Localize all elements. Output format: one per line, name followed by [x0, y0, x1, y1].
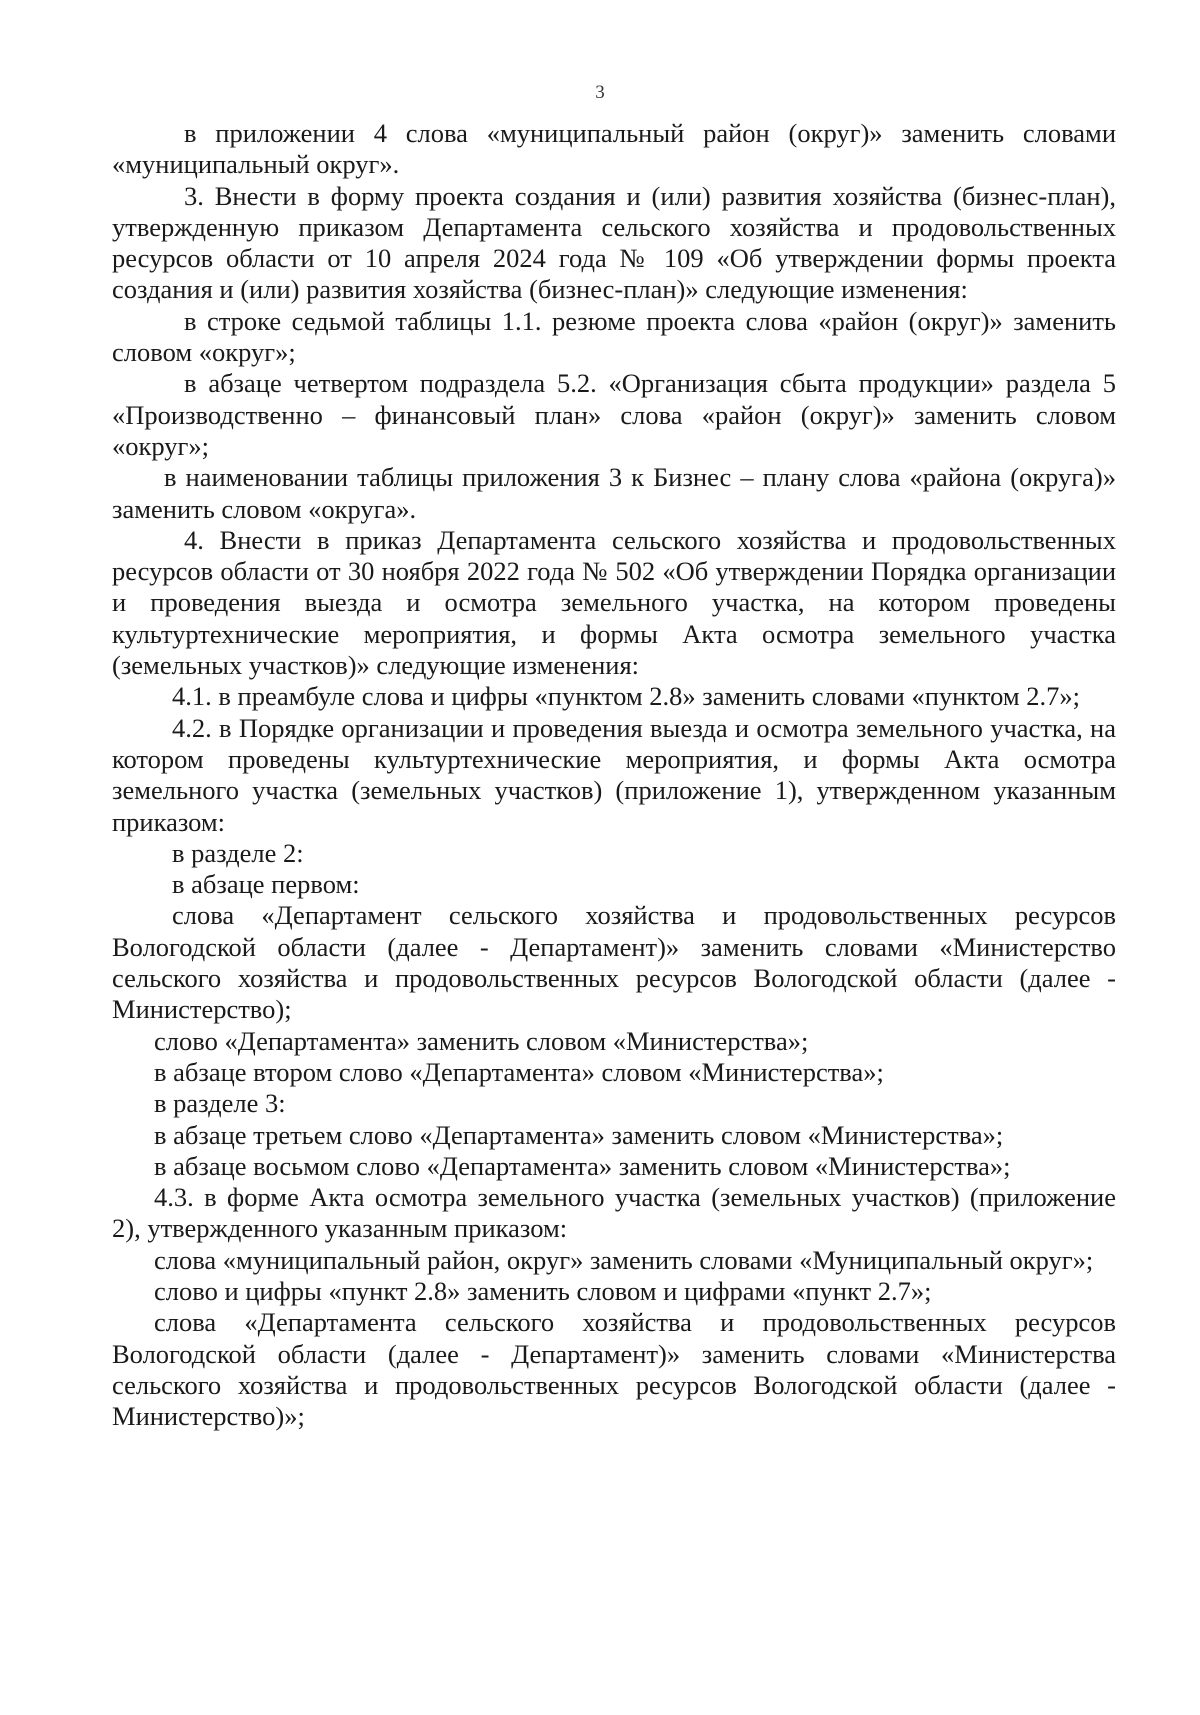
document-body	[112, 118, 1116, 1432]
paragraph: 4.1. в преамбуле слова и цифры «пунктом 2.8» заменить словами «пунктом 2.7»;	[172, 681, 1080, 712]
paragraph: в абзаце первом:	[172, 869, 360, 900]
paragraph: 4.3. в форме Акта осмотра земельного участка (земельных участков) (приложение 2), утвержденного указанным приказом:	[112, 1182, 1116, 1244]
paragraph: слово «Департамента» заменить словом «Министерства»;	[154, 1025, 809, 1056]
paragraph: слова «Департамент сельского хозяйства и продовольственных ресурсов Вологодской области (далее - Департамент)» заменить словами «Министерство сельского хозяйства и продовольственных ресурсов Вологодской области (далее - Министерство);	[112, 900, 1116, 1025]
paragraph: слово и цифры «пункт 2.8» заменить словом и цифрами «пункт 2.7»;	[154, 1275, 932, 1306]
paragraph: в разделе 2:	[172, 837, 304, 868]
paragraph: слова «Департамента сельского хозяйства и продовольственных ресурсов Вологодской области (далее - Департамент)» заменить словами «Министерства сельского хозяйства и продовольственных ресурсов Вологодской области (далее - Министерство)»;	[112, 1307, 1116, 1432]
paragraph: в абзаце восьмом слово «Департамента» заменить словом «Министерства»;	[154, 1150, 1011, 1181]
paragraph: в абзаце втором слово «Департамента» словом «Министерства»;	[154, 1056, 884, 1087]
paragraph: в приложении 4 слова «муниципальный район (округ)» заменить словами «муниципальный округ».	[112, 118, 1116, 180]
paragraph: 3. Внести в форму проекта создания и (или) развития хозяйства (бизнес-план), утвержденную приказом Департамента сельского хозяйства и продовольственных ресурсов области от 10 апреля 2024 года № 109 «Об утверждении формы проекта создания и (или) развития хозяйства (бизнес-план)» следующие изменения:	[112, 180, 1116, 305]
paragraph: в абзаце третьем слово «Департамента» заменить словом «Министерства»;	[154, 1119, 1004, 1150]
paragraph: в наименовании таблицы приложения 3 к Бизнес – плану слова «района (округа)» заменить словом «округа».	[112, 462, 1116, 524]
paragraph: 4.2. в Порядке организации и проведения выезда и осмотра земельного участка, на котором проведены культуртехнические мероприятия, и формы Акта осмотра земельного участка (земельных участков) (приложение 1), утвержденном указанным приказом:	[112, 712, 1116, 837]
paragraph: в строке седьмой таблицы 1.1. резюме проекта слова «район (округ)» заменить словом «округ»;	[112, 305, 1116, 368]
paragraph: слова «муниципальный район, округ» заменить словами «Муниципальный округ»;	[154, 1244, 1094, 1275]
page-number: 3	[595, 82, 605, 103]
paragraph: 4. Внести в приказ Департамента сельского хозяйства и продовольственных ресурсов области от 30 ноября 2022 года № 502 «Об утверждении Порядка организации и проведения выезда и осмотра земельного участка, на котором проведены культуртехнические мероприятия, и формы Акта осмотра земельного участка (земельных участков)» следующие изменения:	[112, 524, 1116, 681]
paragraph: в абзаце четвертом подраздела 5.2. «Организация сбыта продукции» раздела 5 «Производственно – финансовый план» слова «район (округ)» заменить словом «округ»;	[112, 368, 1116, 461]
paragraph: в разделе 3:	[154, 1088, 286, 1119]
